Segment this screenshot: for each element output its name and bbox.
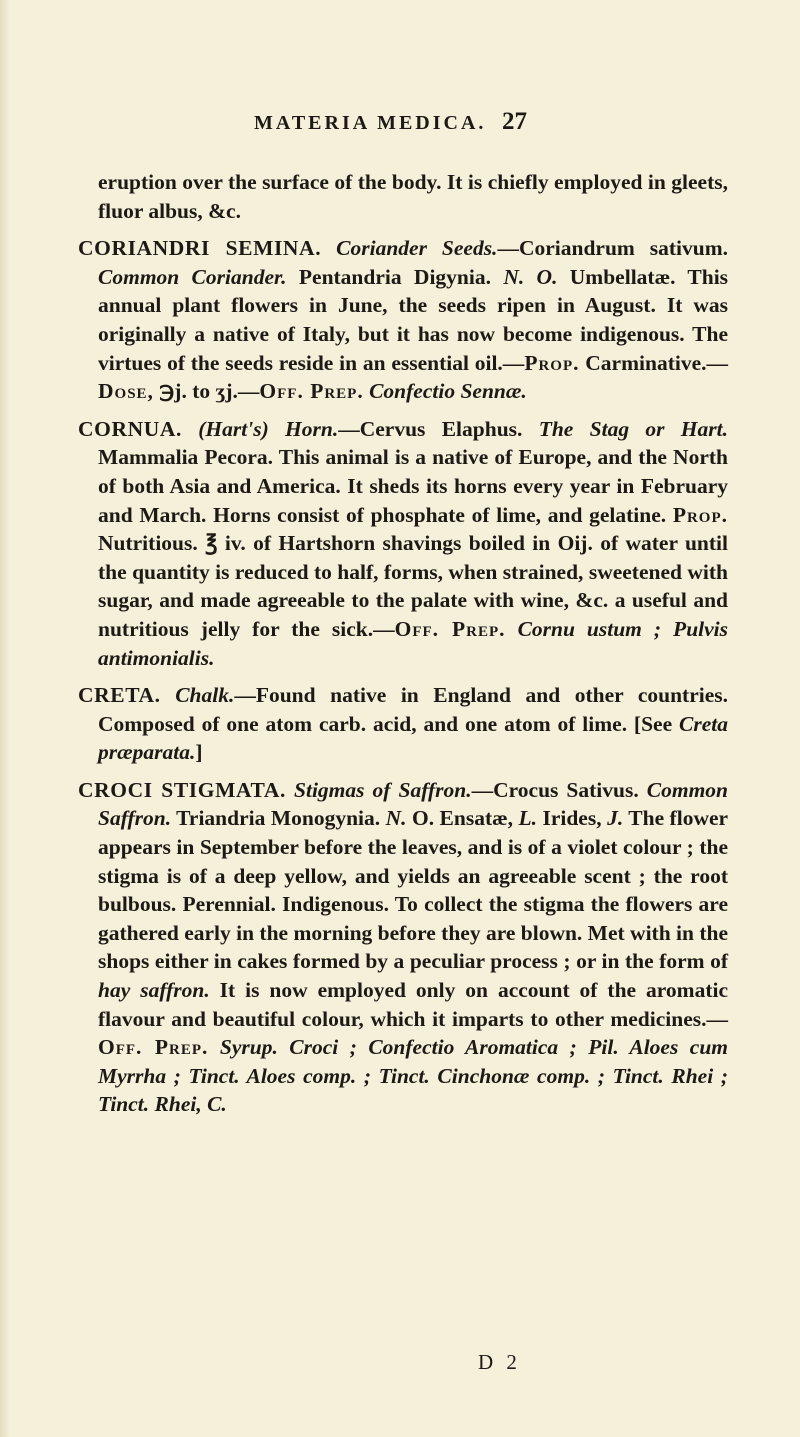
off-prep-label: Off. Prep.: [259, 379, 364, 404]
entry-common-name: Common Saffron.: [98, 777, 729, 831]
entry-preparations: Confectio Sennæ.: [369, 379, 527, 404]
entry-headword: CORNUA.: [78, 416, 182, 441]
entry-english-name: (Hart's) Horn.: [198, 416, 339, 441]
continuation-paragraph: [78, 168, 728, 225]
entry-text: —Crocus Sativus.: [471, 777, 639, 802]
entry-text: Triandria Monogynia.: [176, 806, 381, 831]
entry-order-label: N. O.: [503, 264, 558, 289]
entry-common-name: The Stag or Hart.: [538, 416, 728, 441]
page-number: 27: [502, 108, 527, 135]
dose-label: Dose,: [98, 379, 154, 404]
entry-common-name: Common Coriander.: [98, 264, 287, 289]
prop-label: Prop.: [672, 502, 729, 527]
entry-text: Nutritious. ℥ iv. of Hartshorn shavings boiled in Oij. of water until the quantity is reduced to half, forms, when strained, sweetened with sugar, and made agreeable to the palate with wine, &c. a useful and nutritious jelly for the sick.—: [98, 531, 728, 641]
entry-text: —Coriandrum sativum.: [497, 236, 729, 261]
entry-headword: CROCI STIGMATA.: [78, 777, 286, 802]
entry-text: Pentandria Digynia.: [298, 264, 491, 289]
entry-headword: CRETA.: [78, 683, 161, 708]
entry-text: —Cervus Elaphus.: [338, 416, 523, 441]
entry-text: Mammalia Pecora. This animal is a native of Europe, and the North of both Asia and America. It sheds its horns every year in February and March. Horns consist of phosphate of lime, and gelatine.: [98, 445, 728, 527]
entry-preparations: Cornu ustum ; Pulvis antimonialis.: [98, 616, 729, 670]
entry-text: Irides,: [542, 806, 602, 831]
entry-text: —Found native in England and other countries. Composed of one atom carb. acid, and one atom of lime. [See: [98, 683, 728, 736]
entry-english-name: Stigmas of Saffron.: [294, 777, 472, 802]
entry-cross-reference: Creta præparata.: [98, 711, 728, 765]
entry-cornua: [78, 415, 728, 672]
entry-english-name: Chalk.: [175, 683, 235, 708]
prop-label: Prop.: [524, 350, 580, 375]
entry-text: Umbellatæ. This annual plant flowers in June, the seeds ripen in August. It was originally a native of Italy, but it has now become indigenous. The virtues of the seeds reside in an essential oil.—: [98, 264, 729, 375]
signature-mark: D 2: [478, 1350, 521, 1374]
entry-hay-saffron: hay saffron.: [98, 978, 210, 1003]
off-prep-label: Off. Prep.: [394, 616, 506, 641]
entry-order-label: L.: [518, 806, 537, 831]
entry-order-label: N.: [385, 806, 407, 831]
entry-croci-stigmata: [78, 776, 728, 1119]
entry-preparations: Syrup. Croci ; Confectio Aromatica ; Pil. Aloes cum Myrrha ; Tinct. Aloes comp. ; Tinct. Cinchonæ comp. ; Tinct. Rhei ; Tinct. Rhei, C.: [98, 1035, 729, 1117]
body-text: [78, 168, 728, 1128]
off-prep-label: Off. Prep.: [98, 1035, 209, 1060]
entry-creta: [78, 681, 728, 767]
entry-text: The flower appears in September before the leaves, and is of a violet colour ; the stigma is of a deep yellow, and yields an agreeable scent ; the root bulbous. Perennial. Indigenous. To collect the stigma the flowers are gathered early in the morning before they are blown. Met with in the shops either in cakes formed by a peculiar process ; or in the form of: [98, 806, 729, 974]
continuation-text: eruption over the surface of the body. It is chiefly employed in gleets, fluor albus, &c.: [98, 170, 728, 223]
entry-text: ℈j. to ʒj.—: [159, 379, 260, 404]
page-header: [0, 108, 800, 148]
entry-text: ]: [195, 740, 203, 765]
running-head: MATERIA MEDICA.: [254, 112, 487, 134]
entry-text: Carminative.—: [585, 350, 728, 375]
entry-order-label: J.: [607, 806, 624, 831]
entry-english-name: Coriander Seeds.: [336, 236, 498, 261]
entry-text: O. Ensatæ,: [411, 806, 514, 831]
entry-text: It is now employed only on account of the aromatic flavour and beautiful colour, which it imparts to other medicines.—: [98, 978, 729, 1031]
page-edge: [0, 0, 10, 1437]
entry-coriandri-semina: [78, 234, 728, 406]
entry-headword: CORIANDRI SEMINA.: [78, 236, 322, 261]
